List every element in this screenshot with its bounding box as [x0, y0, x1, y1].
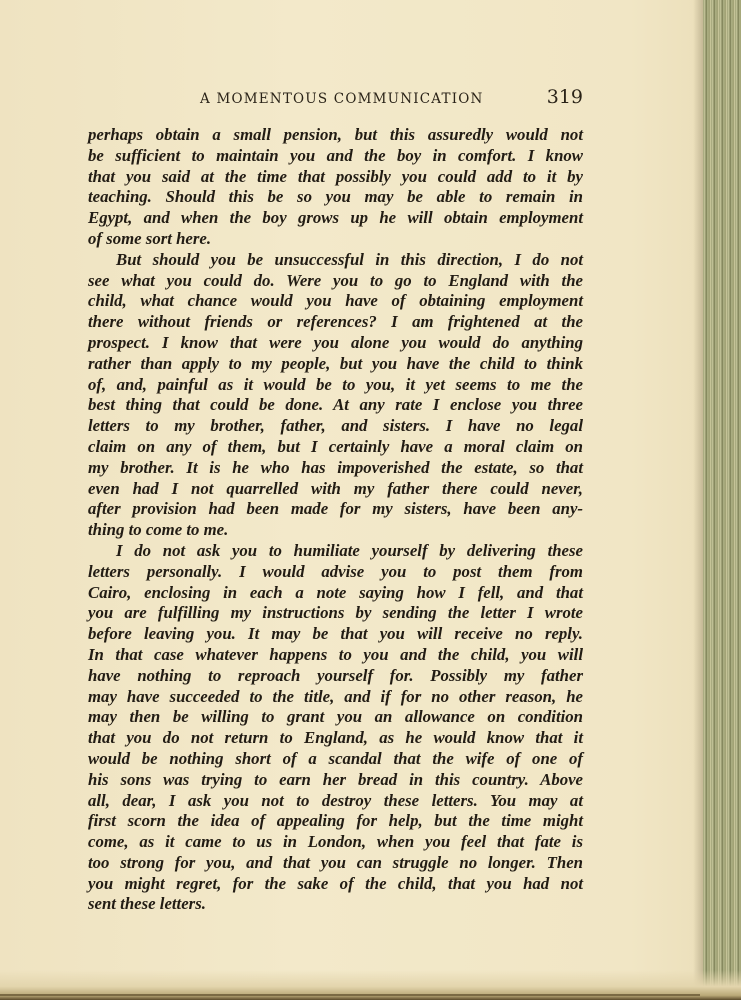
text-line: prospect. I know that were you alone you would do anything	[88, 332, 583, 352]
text-line: may have succeeded to the title, and if for no other reason, he	[88, 686, 583, 706]
text-line: of some sort here.	[88, 228, 212, 248]
page-number: 319	[546, 86, 583, 108]
text-line: best thing that could be done. At any rate I enclose you three	[88, 395, 583, 415]
book-page-edges	[703, 0, 741, 1000]
text-line: before leaving you. It may be that you will receive no reply.	[88, 624, 583, 644]
text-line: you are fulfilling my instructions by sending the letter I wrote	[88, 603, 583, 623]
text-line: see what you could do. Were you to go to England with the	[88, 270, 583, 290]
text-line: that you do not return to England, as he would know that it	[88, 728, 583, 748]
text-line: have nothing to reproach yourself for. Possibly my father	[88, 665, 583, 685]
body-text	[88, 125, 583, 915]
text-line: I do not ask you to humiliate yourself by delivering these	[116, 540, 583, 560]
text-line: that you said at the time that possibly you could add to it by	[88, 166, 583, 186]
text-line: after provision had been made for my sisters, have been any-	[88, 499, 583, 519]
book-bottom-edge	[0, 970, 741, 1000]
text-line: first scorn the idea of appealing for help, but the time might	[88, 811, 583, 831]
text-line: come, as it came to us in London, when you feel that fate is	[88, 832, 583, 852]
text-line: of, and, painful as it would be to you, it yet seems to me the	[88, 374, 583, 394]
text-line: perhaps obtain a small pension, but this assuredly would not	[88, 125, 583, 144]
text-line: my brother. It is he who has impoverished the estate, so that	[88, 457, 583, 477]
text-line: thing to come to me.	[88, 520, 229, 540]
text-line: claim on any of them, but I certainly have a moral claim on	[88, 436, 583, 456]
text-line: letters personally. I would advise you to post them from	[88, 561, 583, 581]
text-line: there without friends or references? I am frightened at the	[88, 312, 583, 332]
text-line: teaching. Should this be so you may be able to remain in	[88, 187, 583, 207]
text-line: be sufficient to maintain you and the boy in comfort. I know	[88, 145, 583, 165]
text-line: But should you be unsuccessful in this direction, I do not	[116, 249, 583, 269]
text-line: In that case whatever happens to you and the child, you will	[88, 644, 583, 664]
text-line: even had I not quarrelled with my father there could never,	[88, 478, 583, 498]
text-line: may then be willing to grant you an allowance on condition	[88, 707, 583, 727]
text-line: sent these letters.	[88, 894, 206, 914]
text-line: letters to my brother, father, and sisters. I have no legal	[88, 416, 583, 436]
running-head: A MOMENTOUS COMMUNICATION	[200, 91, 484, 107]
text-line: Cairo, enclosing in each a note saying how I fell, and that	[88, 582, 583, 602]
text-line: would be nothing short of a scandal that the wife of one of	[88, 748, 583, 768]
text-line: his sons was trying to earn her bread in this country. Above	[88, 769, 583, 789]
text-line: child, what chance would you have of obtaining employment	[88, 291, 583, 311]
text-line: Egypt, and when the boy grows up he will obtain employment	[88, 208, 583, 228]
page-header	[88, 86, 583, 112]
text-line: too strong for you, and that you can struggle no longer. Then	[88, 852, 583, 872]
text-line: you might regret, for the sake of the child, that you had not	[88, 873, 583, 893]
text-line: rather than apply to my people, but you have the child to think	[88, 353, 583, 373]
text-line: all, dear, I ask you not to destroy these letters. You may at	[88, 790, 583, 810]
